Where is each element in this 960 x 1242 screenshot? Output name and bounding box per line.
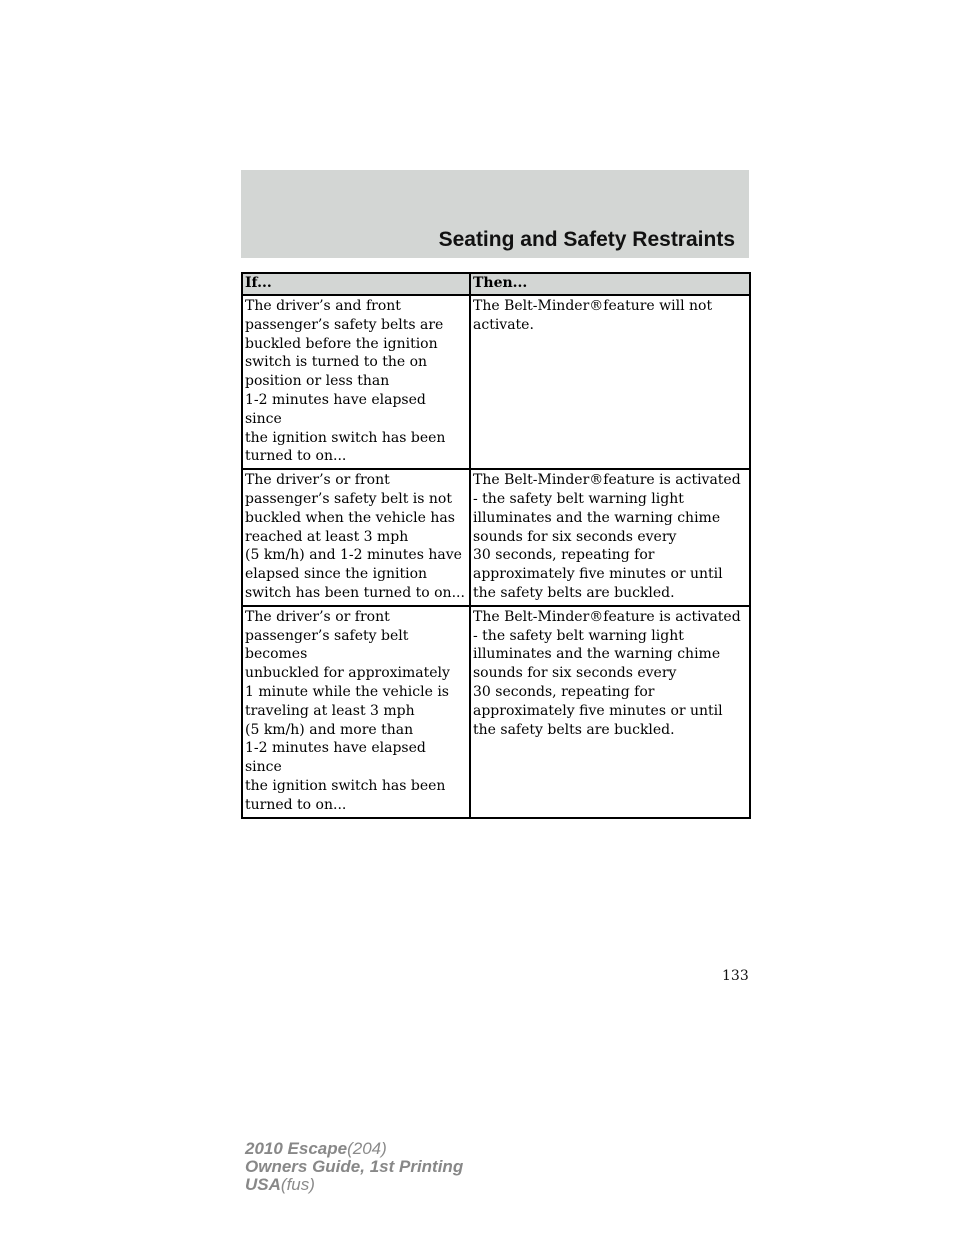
result-text: The Belt-Minder®feature is activated - the safety belt warning light illuminates and the warning chime sounds for six seconds every 30 seconds, repeating for approximately five minutes or until the safety belts are buckled.: [473, 472, 741, 601]
column-header-then: Then...: [470, 273, 750, 295]
condition-cell: [242, 295, 470, 469]
footer-market: USA: [245, 1175, 281, 1194]
table-row: [242, 295, 750, 469]
page-number: 133: [722, 968, 749, 984]
table-row: [242, 606, 750, 818]
footer-line-model: [245, 1140, 463, 1158]
footer-guide: Owners Guide, 1st Printing: [245, 1157, 464, 1176]
result-text: The Belt-Minder®feature is activated - the safety belt warning light illuminates and the warning chime sounds for six seconds every 30 seconds, repeating for approximately five minutes or until the safety belts are buckled.: [473, 608, 741, 738]
result-text: The Belt-Minder®feature will not activate.: [473, 298, 713, 333]
section-header-band: [241, 170, 749, 258]
condition-cell: [242, 606, 470, 818]
condition-cell: [242, 469, 470, 606]
column-header-if: If...: [242, 273, 470, 295]
result-cell: [470, 469, 750, 606]
condition-text: The driver’s or front passenger’s safety belt becomes unbuckled for approximately 1 minute while the vehicle is traveling at least 3 mph (5 km/h) and more than 1-2 minutes have elapsed since the ignition switch has been turned to on...: [245, 608, 450, 813]
footer-market-code: (fus): [280, 1175, 315, 1194]
footer-model-code: (204): [347, 1139, 387, 1158]
belt-minder-table: [241, 272, 751, 819]
condition-text: The driver’s and front passenger’s safety belts are buckled before the ignition switch is turned to the on position or less than 1-2 minutes have elapsed since the ignition switch has been turned to on...: [245, 298, 446, 465]
table-header-row: [242, 273, 750, 295]
footer-line-market: [245, 1176, 463, 1194]
document-footer: [245, 1140, 463, 1194]
table-row: [242, 469, 750, 606]
result-cell: [470, 295, 750, 469]
section-title: Seating and Safety Restraints: [438, 228, 735, 251]
condition-text: The driver’s or front passenger’s safety belt is not buckled when the vehicle has reached at least 3 mph (5 km/h) and 1-2 minutes have elapsed since the ignition switch has been turned to on...: [245, 472, 465, 601]
footer-line-guide: [245, 1158, 463, 1176]
result-cell: [470, 606, 750, 818]
footer-model: 2010 Escape: [245, 1139, 348, 1158]
